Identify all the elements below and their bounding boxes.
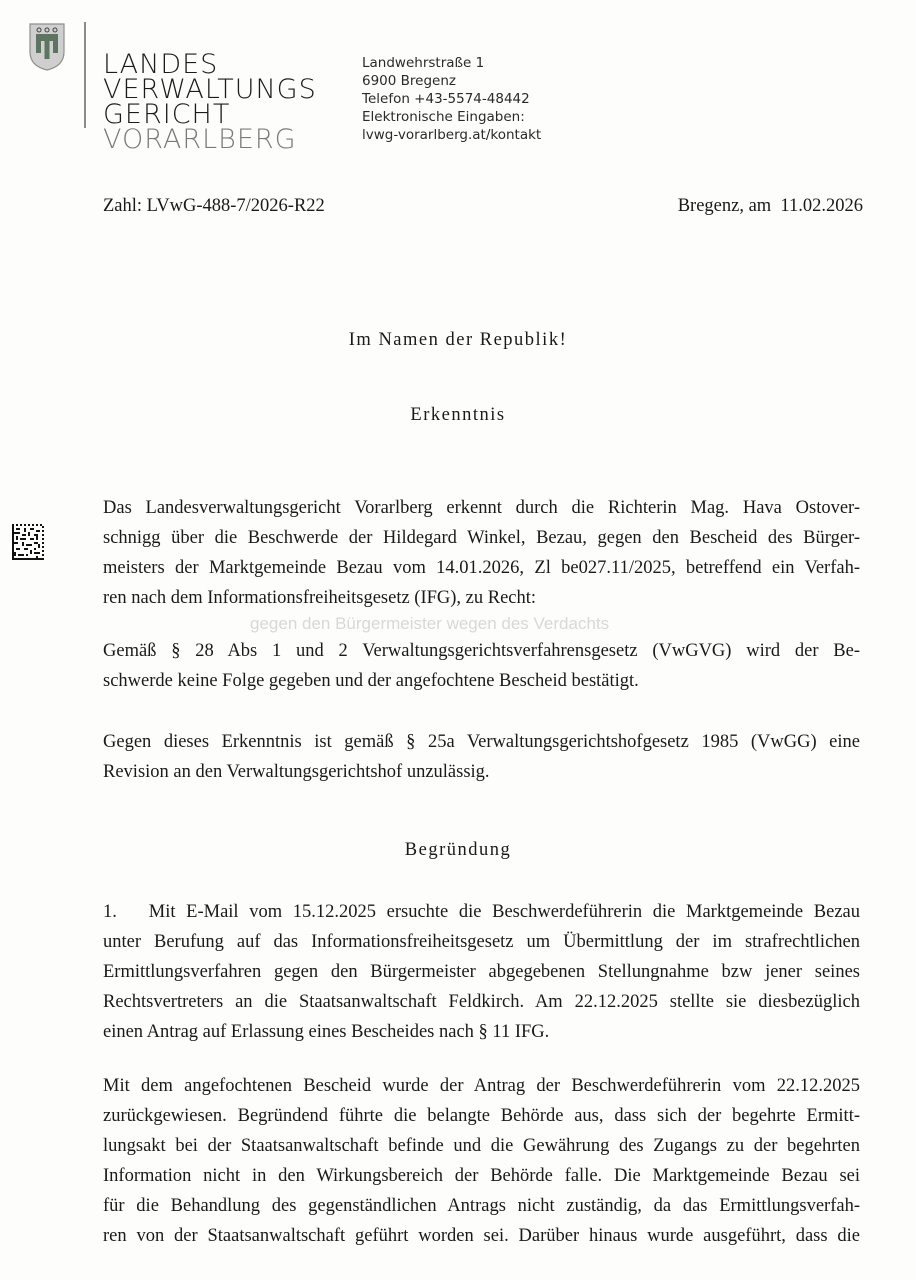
intro-paragraph: Das Landesverwaltungsgericht Vorarlberg erkennt durch die Richterin Mag. Hava Ostover- schnigg über die Beschwerde der Hildegard Winkel, Bezau, gegen den Bescheid des Bürger- meisters der Marktgemeinde Bezau vom 14.01.2026, Zl be027.11/2025, betreffend ein Verfah- ren nach dem Informationsfreiheitsgesetz (IFG), zu Recht: (103, 498, 860, 608)
address-phone: Telefon +43-5574-48442 (362, 91, 530, 107)
court-logo-text (103, 49, 317, 155)
address-street: Landwehrstraße 1 (362, 55, 485, 71)
logo-line-1: LANDES (103, 49, 219, 80)
logo-line-2: VERWALTUNGS (103, 74, 317, 105)
erkenntnis-heading: Erkenntnis (410, 405, 506, 425)
address-website: lvwg-vorarlberg.at/kontakt (362, 127, 542, 143)
address-electronic-label: Elektronische Eingaben: (362, 109, 525, 125)
ruling-paragraph: Gemäß § 28 Abs 1 und 2 Verwaltungsgerichtsverfahrensgesetz (VwGVG) wird der Be- schwerde keine Folge gegeben und der angefochtene Bescheid bestätigt. (103, 641, 860, 691)
logo-line-4: VORARLBERG (103, 124, 297, 155)
address-city: 6900 Bregenz (362, 73, 456, 89)
bleed-through-text: gegen den Bürgermeister wegen des Verdachts (250, 614, 610, 633)
vorarlberg-coat-of-arms-icon (28, 22, 66, 72)
logo-line-3: GERICHT (103, 99, 231, 130)
datamatrix-barcode-icon (12, 524, 44, 560)
header-divider (84, 22, 86, 128)
revision-paragraph: Gegen dieses Erkenntnis ist gemäß § 25a Verwaltungsgerichtshofgesetz 1985 (VwGG) eine Revision an den Verwaltungsgerichtshof unzulässig. (103, 732, 860, 782)
begruendung-heading: Begründung (404, 840, 512, 860)
court-address (362, 54, 541, 144)
decision-summary-paragraph: Mit dem angefochtenen Bescheid wurde der Antrag der Beschwerdeführerin vom 22.12.2025 zurückgewiesen. Begründend führte die belangte Behörde aus, dass sich der begehrte Ermitt- lungsakt bei der Staatsanwaltschaft befinde und die Gewährung des Zugangs zu der begehrten Information nicht in den Wirkungsbereich der Behörde falle. Die Marktgemeinde Bezau sei für die Behandlung des gegenständlichen Antrags nicht zuständig, da das Ermittlungsverfah- ren von der Staatsanwaltschaft geführt worden sei. Darüber hinaus wurde ausgeführt, dass die (103, 1076, 860, 1246)
reasoning-point-1: 1. Mit E-Mail vom 15.12.2025 ersuchte die Beschwerdeführerin die Marktgemeinde Bezau unter Berufung auf das Informationsfreiheitsgesetz um Übermittlung der im strafrechtlichen Ermittlungsverfahren gegen den Bürgermeister abgegebenen Stellungnahme bzw jener seines Rechtsvertreters an die Staatsanwaltschaft Feldkirch. Am 22.12.2025 stellte sie diesbezüglich einen Antrag auf Erlassung eines Bescheides nach § 11 IFG. (103, 902, 860, 1042)
republic-heading: Im Namen der Republik! (348, 330, 568, 350)
place-date: Bregenz, am 11.02.2026 (677, 196, 863, 216)
case-number: Zahl: LVwG-488-7/2026-R22 (103, 196, 325, 216)
